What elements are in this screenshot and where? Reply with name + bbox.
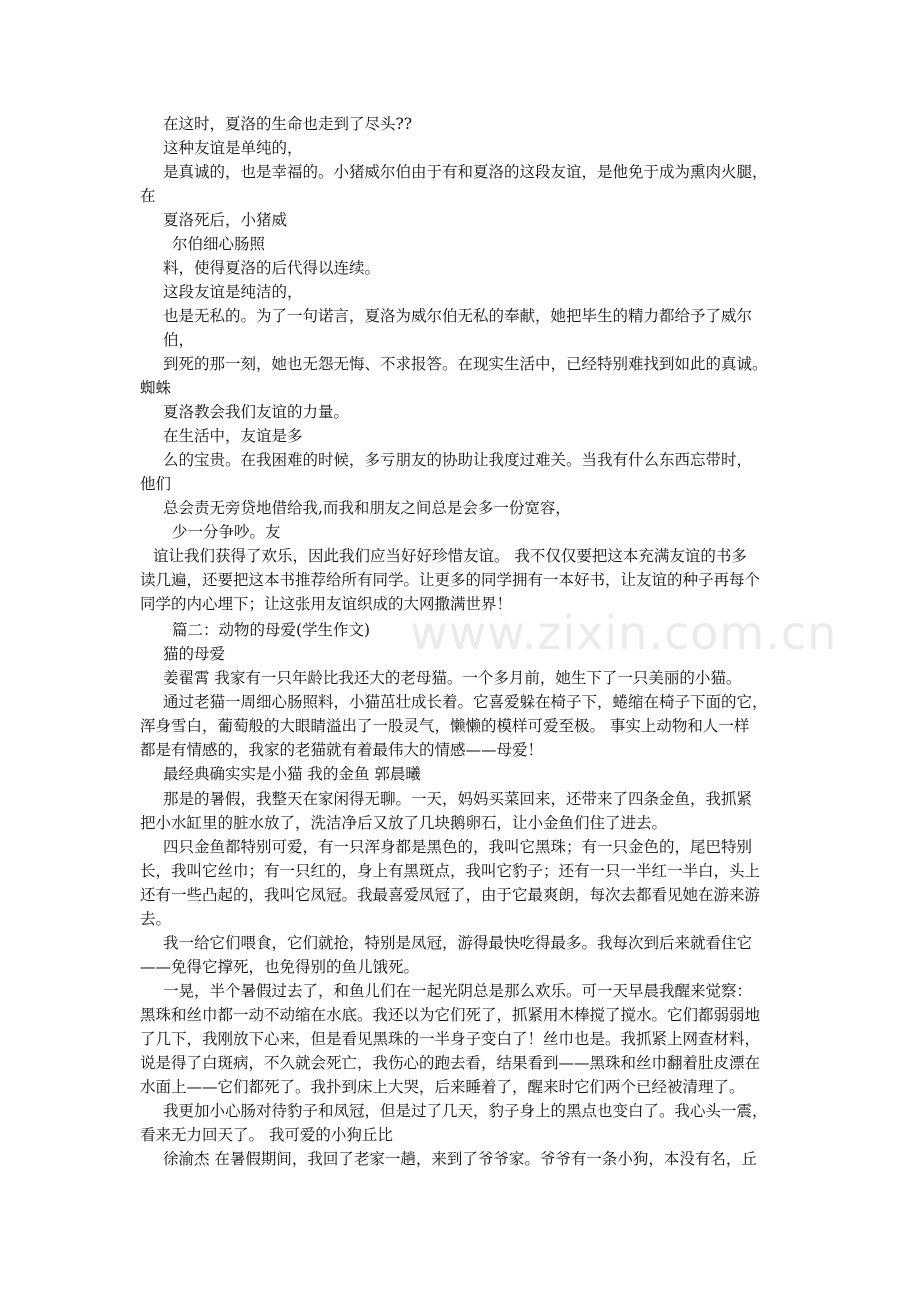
text-line: 在这时，夏洛的生命也走到了尽头??	[163, 115, 413, 133]
text-line: 我一给它们喂食，它们就抢，特别是凤冠，游得最快吃得最多。我每次到后来就看住它	[163, 934, 753, 952]
text-line: 少一分争吵。友	[172, 523, 281, 541]
text-line: 四只金鱼都特别可爱，有一只浑身都是黑色的，我叫它黑珠；有一只金色的，尾巴特别	[163, 838, 753, 856]
text-line: 料，使得夏洛的后代得以连续。	[163, 259, 381, 277]
text-line: ——免得它撑死，也免得别的鱼儿饿死。	[140, 958, 420, 976]
text-line: 我更加小心肠对待豹子和凤冠，但是过了几天，豹子身上的黑点也变白了。我心头一震，	[163, 1102, 768, 1120]
text-line: 看来无力回天了。 我可爱的小狗丘比	[140, 1126, 393, 1144]
text-line: 把小水缸里的脏水放了，洗洁净后又放了几块鹅卵石，让小金鱼们住了进去。	[140, 814, 668, 832]
text-line: 姜翟霄 我家有一只年龄比我还大的老母猫。一个多月前，她生下了一只美丽的小猫。	[163, 669, 742, 687]
text-line: 徐渝杰 在暑假期间，我回了老家一趟，来到了爷爷家。爷爷有一条小狗，本没有名，丘	[163, 1150, 757, 1168]
text-line: 长，我叫它丝巾；有一只红的，身上有黑斑点，我叫它豹子；还有一只一半红一半白，头上	[140, 862, 761, 880]
text-line: 这种友谊是单纯的，	[163, 139, 303, 157]
text-line: 这段友谊是纯洁的，	[163, 283, 303, 301]
text-line: 夏洛死后，小猪威	[163, 211, 288, 229]
text-line: 伯，	[163, 331, 195, 349]
text-line: 最经典确实实是小猫 我的金鱼 郭晨曦	[163, 765, 421, 783]
text-line: 同学的内心埋下；让这张用友谊织成的大网撒满世界！	[140, 595, 513, 613]
article-title: 猫的母爱	[163, 645, 226, 663]
text-line: 了几下，我刚放下心来，但是看见黑珠的一半身子变白了！丝巾也是。我抓紧上网查材料，	[140, 1030, 761, 1048]
text-line: 通过老猫一周细心肠照料，小猫茁壮成长着。它喜爱躲在椅子下，蜷缩在椅子下面的它，	[163, 693, 768, 711]
text-line: 一晃，半个暑假过去了，和鱼儿们在一起光阴总是那么欢乐。可一天早晨我醒来觉察：	[163, 982, 753, 1000]
text-line: 说是得了白斑病，不久就会死亡，我伤心的跑去看，结果看到——黑珠和丝巾翻着肚皮漂在	[140, 1054, 761, 1072]
text-line: 总会责无旁贷地借给我,而我和朋友之间总是会多一份宽容，	[163, 499, 571, 517]
text-line: 那是的暑假，我整天在家闲得无聊。一天，妈妈买菜回来，还带来了四条金鱼，我抓紧	[163, 790, 753, 808]
text-line: 黑珠和丝巾都一动不动缩在水底。我还以为它们死了，抓紧用木棒搅了搅水。它们都弱弱地	[140, 1006, 761, 1024]
text-line: 读几遍，还要把这本书推荐给所有同学。让更多的同学拥有一本好书，让友谊的种子再每个	[140, 571, 761, 589]
text-line: 夏洛教会我们友谊的力量。	[163, 403, 350, 421]
text-line: 尔伯细心肠照	[172, 235, 266, 253]
text-line: 在	[140, 187, 156, 205]
text-line: 都是有情感的，我家的老猫就有着最伟大的情感——母爱！	[140, 741, 544, 759]
text-line: 他们	[140, 475, 172, 493]
text-line: 是真诚的，也是幸福的。小猪威尔伯由于有和夏洛的这段友谊，是他免于成为熏肉火腿，	[163, 163, 768, 181]
text-line: 浑身雪白，葡萄般的大眼睛溢出了一股灵气，懒懒的模样可爱至极。 事实上动物和人一样	[140, 717, 750, 735]
text-line: 还有一些凸起的，我叫它凤冠。我最喜爱凤冠了，由于它最爽朗，每次去都看见她在游来游	[140, 886, 761, 904]
text-line: 去。	[140, 910, 172, 928]
text-line: 在生活中，友谊是多	[163, 427, 303, 445]
text-line: 水面上——它们都死了。我扑到床上大哭，后来睡着了，醒来时它们两个已经被清理了。	[140, 1078, 745, 1096]
section-heading: 篇二：动物的母爱(学生作文)	[172, 621, 371, 639]
text-line: 到死的那一刻，她也无怨无悔、不求报答。在现实生活中，已经特别难找到如此的真诚。	[163, 355, 768, 373]
text-line: 也是无私的。为了一句诺言，夏洛为威尔伯无私的奉献，她把毕生的精力都给予了威尔	[163, 307, 753, 325]
text-line: 么的宝贵。在我困难的时候，多亏朋友的协助让我度过难关。当我有什么东西忘带时，	[163, 451, 753, 469]
watermark: www.zixin.com.cn	[410, 606, 838, 660]
text-line: 谊让我们获得了欢乐，因此我们应当好好珍惜友谊。 我不仅仅要把这本充满友谊的书多	[153, 547, 747, 565]
text-line: 蜘蛛	[140, 379, 172, 397]
